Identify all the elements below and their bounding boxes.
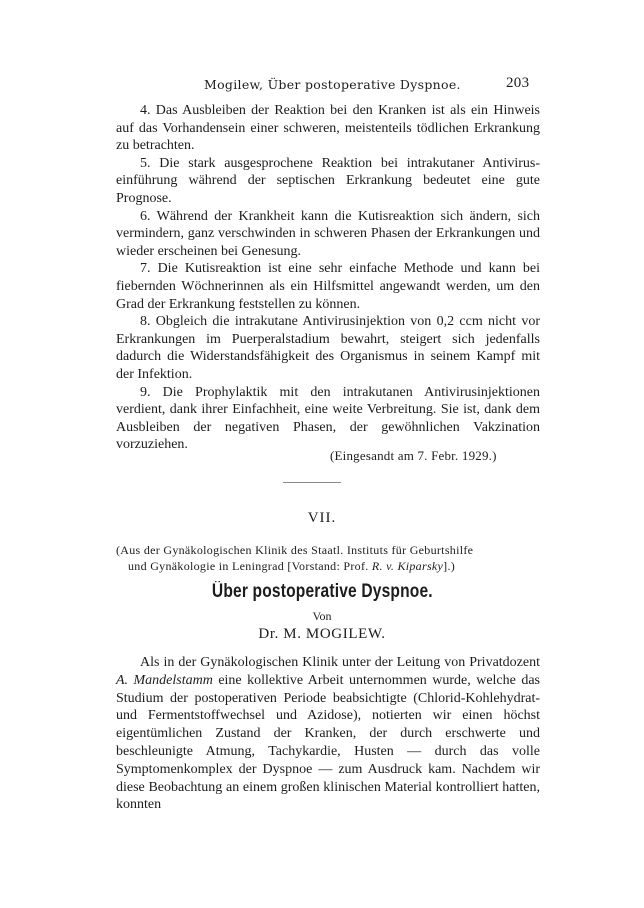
section-numeral: VII.	[307, 510, 337, 526]
affiliation-line-2-suffix: ].)	[443, 559, 456, 573]
intro-text-rest: eine kollektive Arbeit unternommen wurde, welche das Studium der postoperativen Periode beabsichtigte (Chlorid-Kohlehydrat- und Fermentstoffwechsel und Azidose), notierten wir einen höchst eigentümlichen Zustand der Kranken, der durch erschwerte und beschleunigte Atmung, Tachykardie, Husten — durch das volle Symptomenkomplex der Dyspnoe — zum Ausdruck kam. Nachdem wir diese Beobachtung an einem großen klinischen Material kontrolliert hatten, konnten	[116, 672, 540, 813]
affiliation-line-2	[116, 558, 540, 574]
body-paragraph	[116, 654, 540, 814]
conclusion-item: 4. Das Ausbleiben der Reaktion bei den Kranken ist als ein Hinweis auf das Vorhandensein einer schweren, meistenteils tödlichen Erkrankung zu betrachten.	[116, 103, 540, 154]
received-note: (Eingesandt am 7. Febr. 1929.)	[330, 448, 497, 463]
conclusion-item: 6. Während der Krankheit kann die Kutisreaktion sich ändern, sich vermindern, ganz verschwinden in schweren Phasen der Erkrankungen und wieder erscheinen bei Genesung.	[116, 208, 540, 259]
affiliation	[116, 542, 540, 574]
conclusions-list	[116, 102, 540, 454]
section-divider	[283, 482, 341, 483]
author-name: Dr. M. MOGILEW.	[258, 626, 386, 642]
intro-text-start: Als in der Gynäkologischen Klinik unter der Leitung von Privatdozent	[140, 655, 540, 670]
affiliation-line-1: (Aus der Gynäkologischen Klinik des Staatl. Instituts für Geburtshilfe	[116, 543, 474, 557]
conclusion-item: 5. Die stark ausgesprochene Reaktion bei intrakutaner Antiviruseinführung während der septischen Erkrankung bedeutet eine gute Prognose.	[116, 155, 540, 206]
page-number: 203	[506, 75, 530, 91]
byline-von: Von	[312, 609, 332, 623]
affiliation-director: R. v. Kiparsky	[371, 559, 444, 573]
running-title: Mogilew, Über postoperative Dyspnoe.	[204, 77, 461, 92]
conclusion-item: 9. Die Prophylaktik mit den intrakutanen Antivirusinjektionen verdient, dank ihrer Einfachheit, eine weite Verbreitung. Sie ist, dank dem Ausbleiben der negativen Phasen, der gewöhnlichen Vakzination vorzuziehen.	[116, 384, 540, 453]
intro-paragraph	[116, 654, 540, 814]
affiliation-line-2-prefix: und Gynäkologie in Leningrad [Vorstand: Prof.	[128, 559, 372, 573]
person-name: A. Mandelstamm	[116, 672, 213, 688]
conclusion-item: 8. Obgleich die intrakutane Antivirusinjektion von 0,2 ccm nicht vor Erkrankungen im Puerperalstadium bewahrt, steigert sich jedenfalls dadurch die Widerstandsfähigkeit des Organismus in seinem Kampf mit der Infektion.	[116, 314, 540, 382]
article-title: Über postoperative Dyspnoe.	[211, 581, 433, 602]
conclusion-item: 7. Die Kutisreaktion ist eine sehr einfache Methode und kann bei fiebernden Wöchnerinnen als ein Hilfsmittel angewandt werden, um den Grad der Erkrankung feststellen zu können.	[116, 261, 540, 312]
